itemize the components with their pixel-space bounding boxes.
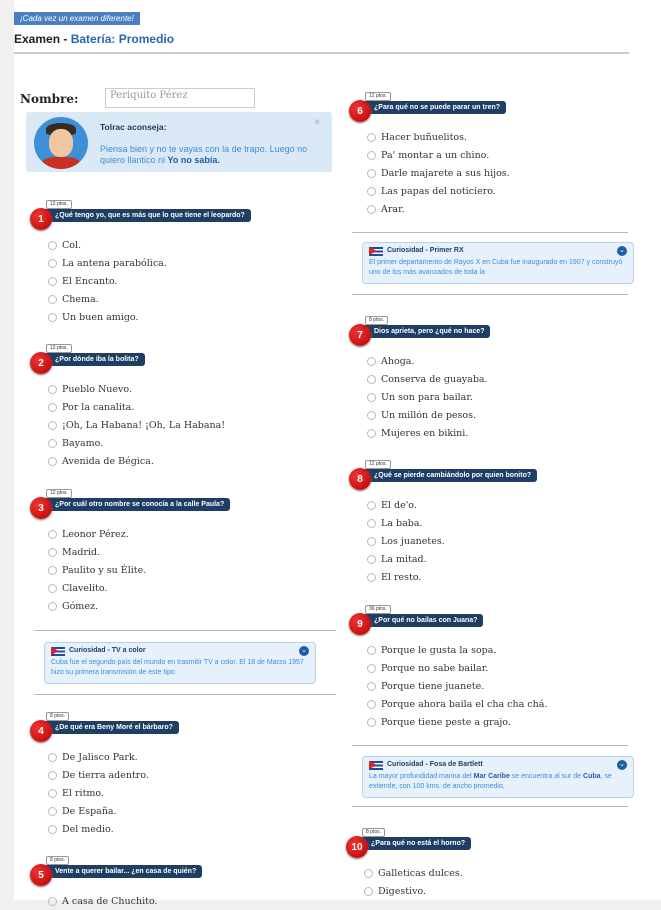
answer-option[interactable]: ¡Oh, La Habana! ¡Oh, La Habana! [48, 416, 225, 434]
curiosity-title: Curiosidad - TV a color [69, 647, 146, 654]
answer-option[interactable]: Por la canalita. [48, 398, 225, 416]
points-badge: 8 ptos. [46, 856, 69, 865]
curiosity-text: Cuba fue el segundo país del mundo en trasmitir TV a color. El 18 de Marzo 1957 hizo su primera transmisión de este tipo [51, 659, 304, 676]
answer-option[interactable]: De tierra adentro. [48, 766, 149, 784]
radio-icon[interactable] [48, 897, 57, 906]
radio-icon[interactable] [48, 530, 57, 539]
question-text: ¿Qué tengo yo, que es más que lo que tiene el leopardo? [45, 209, 251, 222]
radio-icon[interactable] [48, 566, 57, 575]
question-number-badge: 8 [349, 468, 371, 490]
chevron-down-icon[interactable]: ⌄ [299, 646, 309, 656]
question-text: Dios aprieta, pero ¿qué no hace? [364, 325, 490, 338]
section-divider [352, 745, 628, 746]
answer-option[interactable]: El ritmo. [48, 784, 149, 802]
section-divider [34, 694, 336, 695]
radio-icon[interactable] [367, 205, 376, 214]
question-number-badge: 6 [349, 100, 371, 122]
advice-box [26, 112, 332, 172]
answer-option[interactable]: A casa de Chuchito. [48, 892, 158, 910]
answer-option[interactable]: Porque no sabe bailar. [367, 659, 547, 677]
radio-icon[interactable] [48, 457, 57, 466]
radio-icon[interactable] [48, 753, 57, 762]
radio-icon[interactable] [367, 519, 376, 528]
question-number-badge: 4 [30, 720, 52, 742]
advice-text-main: Piensa bien y no te vayas con la de trapo. Luego no quiero llantico ni [100, 144, 308, 165]
name-input[interactable]: Periquito Pérez [105, 88, 255, 108]
radio-icon[interactable] [48, 825, 57, 834]
radio-icon[interactable] [48, 548, 57, 557]
answer-option[interactable]: De Jalisco Park. [48, 748, 149, 766]
curiosity-box-tv[interactable] [44, 642, 316, 684]
answer-option[interactable]: El resto. [367, 568, 445, 586]
radio-icon[interactable] [367, 501, 376, 510]
points-badge: 12 ptos. [46, 200, 72, 209]
question-text: ¿Para qué no se puede parar un tren? [364, 101, 506, 114]
section-divider [352, 294, 628, 295]
points-badge: 8 ptos. [362, 828, 385, 837]
curiosity-box-rx[interactable] [362, 242, 634, 284]
radio-icon[interactable] [367, 151, 376, 160]
page-title [14, 32, 174, 46]
answer-option[interactable]: Conserva de guayaba. [367, 370, 488, 388]
answer-option[interactable]: Porque tiene juanete. [367, 677, 547, 695]
cuba-flag-icon [51, 647, 65, 656]
question-text: ¿Para qué no está el horno? [361, 837, 471, 850]
points-badge: 8 ptos. [46, 712, 69, 721]
radio-icon[interactable] [48, 771, 57, 780]
answer-option[interactable]: Hacer buñuelitos. [367, 128, 510, 146]
cuba-flag-icon [369, 247, 383, 256]
tagline-banner: ¡Cada vez un examen diferente! [14, 12, 140, 25]
answer-option[interactable]: Porque le gusta la sopa. [367, 641, 547, 659]
curiosity-text: La mayor profundidad marina del Mar Caribe se encuentra al sur de Cuba, se extiende, con 100 kms. de ancho promedio, [369, 773, 612, 790]
answer-option[interactable]: La antena parabólica. [48, 254, 167, 272]
question-number-badge: 1 [30, 208, 52, 230]
advice-text [100, 144, 320, 166]
radio-icon[interactable] [367, 429, 376, 438]
question-number-badge: 2 [30, 352, 52, 374]
question-text: ¿De qué era Beny Moré el bárbaro? [45, 721, 179, 734]
answer-option[interactable]: De España. [48, 802, 149, 820]
radio-icon[interactable] [48, 277, 57, 286]
radio-icon[interactable] [48, 259, 57, 268]
radio-icon[interactable] [367, 411, 376, 420]
question-text: ¿Qué se pierde cambiándolo por quien bonito? [364, 469, 537, 482]
radio-icon[interactable] [48, 602, 57, 611]
answer-option[interactable]: Galleticas dulces. [364, 864, 463, 882]
curiosity-text: El primer departamento de Rayos X en Cuba fue inaugurado en 1907 y construyó uno de los más avanzados de toda la [369, 259, 623, 276]
answer-option[interactable]: Gómez. [48, 597, 146, 615]
radio-icon[interactable] [367, 573, 376, 582]
header-divider [14, 52, 629, 54]
radio-icon[interactable] [367, 357, 376, 366]
answer-option[interactable]: Bayamo. [48, 434, 225, 452]
radio-icon[interactable] [364, 869, 373, 878]
radio-icon[interactable] [367, 187, 376, 196]
radio-icon[interactable] [48, 421, 57, 430]
radio-icon[interactable] [48, 241, 57, 250]
title-subtitle: Batería: Promedio [70, 32, 175, 46]
question-text: ¿Por qué no bailas con Juana? [364, 614, 483, 627]
answer-option[interactable]: La mitad. [367, 550, 445, 568]
answer-option[interactable]: Pueblo Nuevo. [48, 380, 225, 398]
answer-option[interactable]: La baba. [367, 514, 445, 532]
chevron-down-icon[interactable]: ⌄ [617, 246, 627, 256]
section-divider [34, 630, 336, 631]
answer-option[interactable]: Porque tiene peste a grajo. [367, 713, 547, 731]
question-number-badge: 9 [349, 613, 371, 635]
answer-option[interactable]: Pa' montar a un chino. [367, 146, 510, 164]
radio-icon[interactable] [367, 664, 376, 673]
radio-icon[interactable] [367, 133, 376, 142]
question-number-badge: 10 [346, 836, 368, 858]
answer-option[interactable]: Porque ahora baila el cha cha chá. [367, 695, 547, 713]
radio-icon[interactable] [48, 295, 57, 304]
answer-option[interactable]: Leonor Pérez. [48, 525, 146, 543]
radio-icon[interactable] [367, 718, 376, 727]
advice-text-bold: Yo no sabía. [167, 155, 220, 165]
question-text: ¿Por cuál otro nombre se conocía a la calle Paula? [45, 498, 230, 511]
radio-icon[interactable] [48, 789, 57, 798]
answer-option[interactable]: Mujeres en bikini. [367, 424, 488, 442]
question-number-badge: 7 [349, 324, 371, 346]
advisor-avatar [34, 117, 88, 169]
cuba-flag-icon [369, 761, 383, 770]
answer-option[interactable]: Avenida de Bégica. [48, 452, 225, 470]
question-number-badge: 3 [30, 497, 52, 519]
radio-icon[interactable] [48, 807, 57, 816]
answer-option[interactable]: Digestivo. [364, 882, 463, 900]
name-label: Nombre: [20, 92, 79, 106]
title-separator: - [60, 32, 71, 46]
radio-icon[interactable] [367, 682, 376, 691]
radio-icon[interactable] [48, 403, 57, 412]
radio-icon[interactable] [367, 169, 376, 178]
answer-option[interactable]: Clavelito. [48, 579, 146, 597]
question-text: ¿Por dónde iba la bolita? [45, 353, 145, 366]
answer-option[interactable]: Un son para bailar. [367, 388, 488, 406]
radio-icon[interactable] [367, 393, 376, 402]
answer-option[interactable]: El Encanto. [48, 272, 167, 290]
radio-icon[interactable] [48, 385, 57, 394]
radio-icon[interactable] [367, 700, 376, 709]
answer-option[interactable]: Del medio. [48, 820, 149, 838]
radio-icon[interactable] [48, 584, 57, 593]
radio-icon[interactable] [367, 375, 376, 384]
answer-option[interactable]: Los juanetes. [367, 532, 445, 550]
curiosity-title: Curiosidad - Fosa de Bartlett [387, 761, 483, 768]
answer-option[interactable]: Madrid. [48, 543, 146, 561]
section-divider [352, 232, 628, 233]
answer-option[interactable]: Arar. [367, 200, 510, 218]
radio-icon[interactable] [367, 646, 376, 655]
answer-option[interactable]: Ahoga. [367, 352, 488, 370]
title-main: Examen [14, 32, 61, 46]
points-badge: 8 ptos. [365, 316, 388, 325]
points-badge: 12 ptos. [46, 344, 72, 353]
radio-icon[interactable] [48, 313, 57, 322]
points-badge: 12 ptos. [365, 92, 391, 101]
curiosity-box-fosa[interactable] [362, 756, 634, 798]
answer-option[interactable]: Chema. [48, 290, 167, 308]
section-divider [352, 806, 628, 807]
answer-option[interactable]: Las papas del noticiero. [367, 182, 510, 200]
points-badge: 12 ptos. [46, 489, 72, 498]
radio-icon[interactable] [367, 555, 376, 564]
answer-option[interactable]: Un buen amigo. [48, 308, 167, 326]
radio-icon[interactable] [48, 439, 57, 448]
answer-option[interactable]: Un millón de pesos. [367, 406, 488, 424]
answer-option[interactable]: Paulito y su Élite. [48, 561, 146, 579]
advice-title: Tolrac aconseja: [100, 122, 167, 132]
radio-icon[interactable] [367, 537, 376, 546]
points-badge: 12 ptos. [365, 460, 391, 469]
radio-icon[interactable] [364, 887, 373, 896]
answer-option[interactable]: El de'o. [367, 496, 445, 514]
answer-option[interactable]: Darle majarete a sus hijos. [367, 164, 510, 182]
answer-option[interactable]: Col. [48, 236, 167, 254]
close-icon[interactable]: × [314, 117, 320, 128]
curiosity-title: Curiosidad - Primer RX [387, 247, 464, 254]
question-number-badge: 5 [30, 864, 52, 886]
question-text: Vente a querer bailar... ¿en casa de quién? [45, 865, 202, 878]
points-badge: 36 ptos. [365, 605, 391, 614]
chevron-down-icon[interactable]: ⌄ [617, 760, 627, 770]
